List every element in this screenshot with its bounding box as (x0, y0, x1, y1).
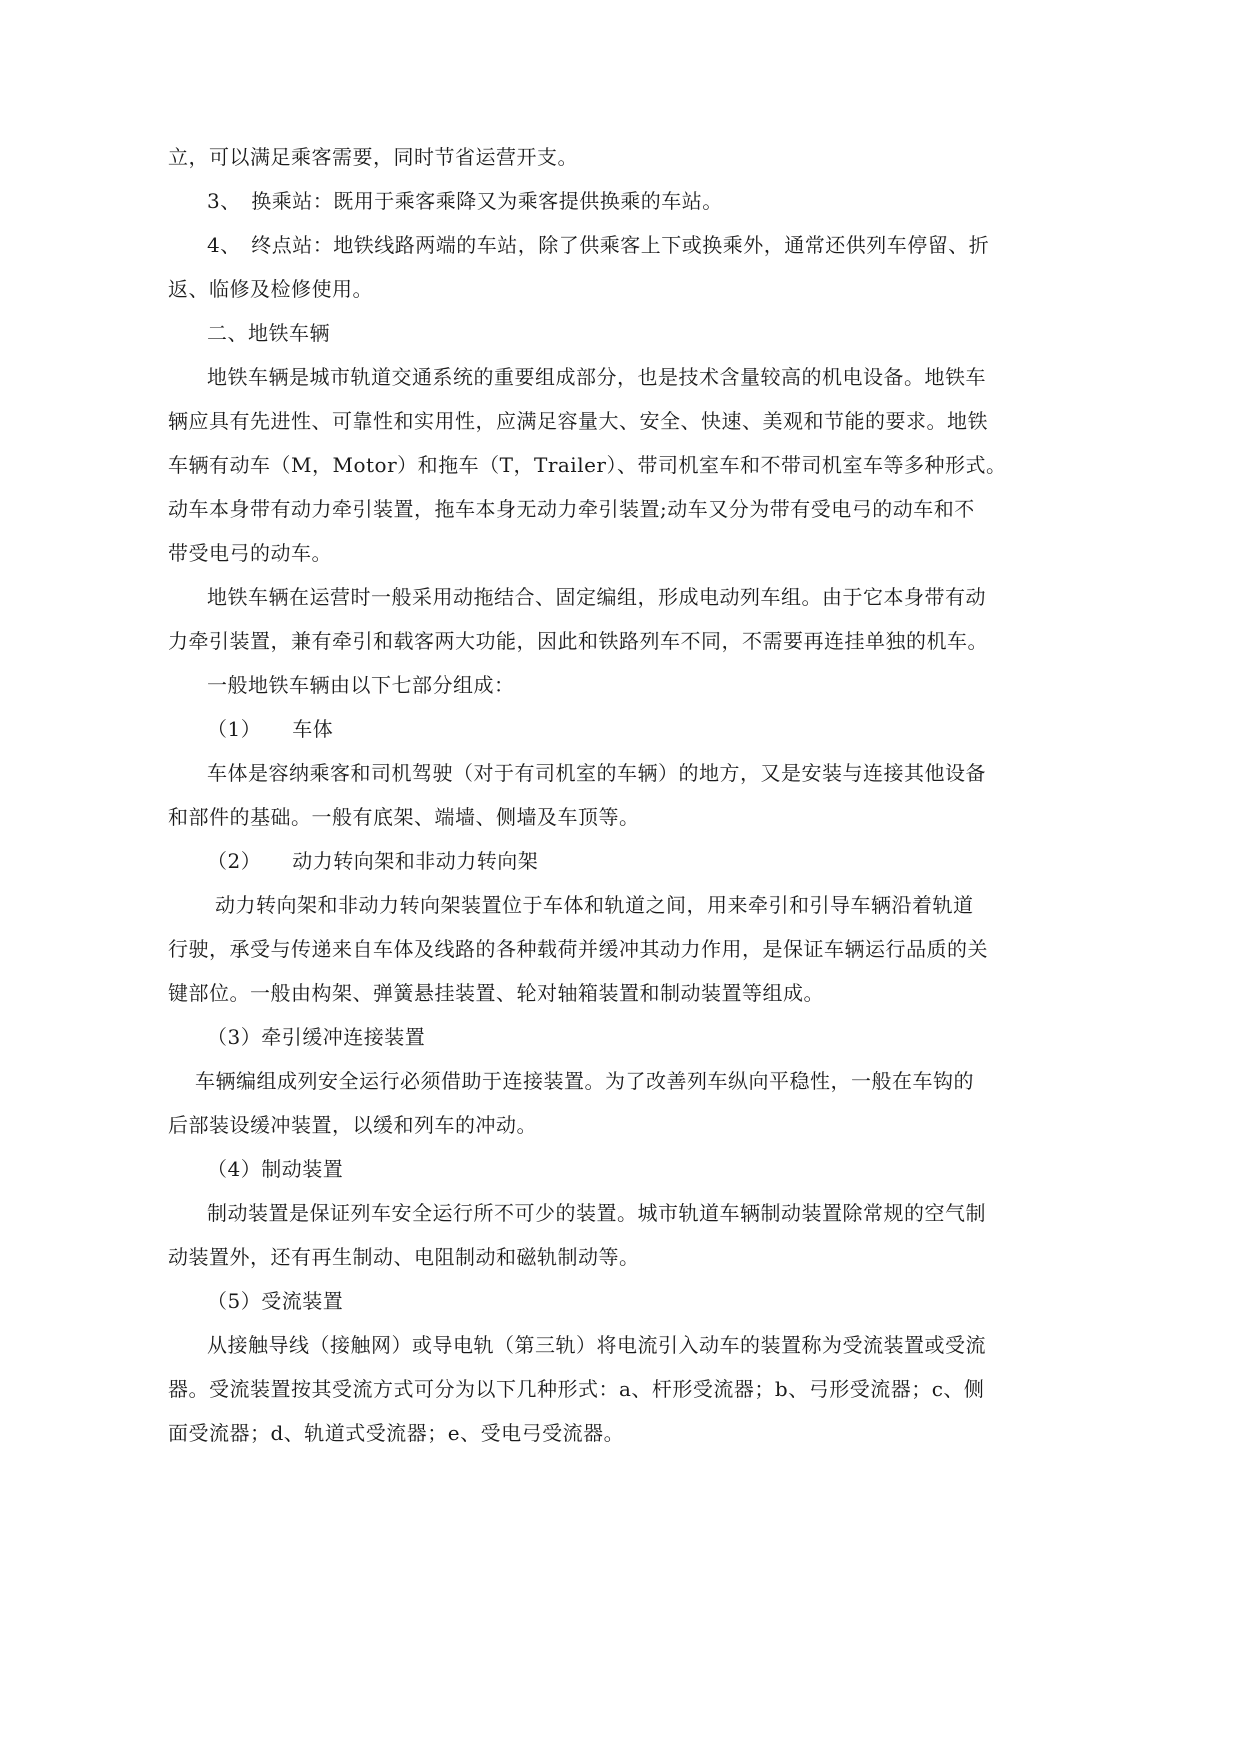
paragraph-line: 地铁车辆是城市轨道交通系统的重要组成部分，也是技术含量较高的机电设备。地铁车 (207, 365, 986, 389)
paragraph-line: 车辆有动车（M，Motor）和拖车（T，Trailer）、带司机室车和不带司机室车等多种形式。 (168, 453, 1007, 477)
paragraph-line: 行驶，承受与传递来自车体及线路的各种载荷并缓冲其动力作用，是保证车辆运行品质的关 (168, 937, 988, 961)
paragraph-line: 辆应具有先进性、可靠性和实用性，应满足容量大、安全、快速、美观和节能的要求。地铁 (168, 409, 988, 433)
paragraph-line: 和部件的基础。一般有底架、端墙、侧墙及车顶等。 (168, 805, 640, 829)
subheading-coupler: （3）牵引缓冲连接装置 (207, 1025, 426, 1049)
paragraph-line: 面受流器；d、轨道式受流器；e、受电弓受流器。 (168, 1421, 625, 1445)
paragraph-line: 车辆编组成列安全运行必须借助于连接装置。为了改善列车纵向平稳性，一般在车钩的 (195, 1069, 974, 1093)
subheading-current-collector: （5）受流装置 (207, 1289, 344, 1313)
paragraph-line: 地铁车辆在运营时一般采用动拖结合、固定编组，形成电动列车组。由于它本身带有动 (207, 585, 986, 609)
list-item-terminal-station: 4、 终点站：地铁线路两端的车站，除了供乘客上下或换乘外，通常还供列车停留、折 (207, 233, 990, 257)
paragraph-line: 制动装置是保证列车安全运行所不可少的装置。城市轨道车辆制动装置除常规的空气制 (207, 1201, 986, 1225)
paragraph-line: 一般地铁车辆由以下七部分组成： (207, 673, 515, 697)
paragraph-line: 器。受流装置按其受流方式可分为以下几种形式：a、杆形受流器；b、弓形受流器；c、侧 (168, 1377, 985, 1401)
paragraph-line: 动力转向架和非动力转向架装置位于车体和轨道之间，用来牵引和引导车辆沿着轨道 (215, 893, 974, 917)
subheading-brakes: （4）制动装置 (207, 1157, 344, 1181)
paragraph-line: 动车本身带有动力牵引装置，拖车本身无动力牵引装置;动车又分为带有受电弓的动车和不 (168, 497, 975, 521)
list-item-transfer-station: 3、 换乘站：既用于乘客乘降又为乘客提供换乘的车站。 (207, 189, 723, 213)
subheading-bogies: （2） 动力转向架和非动力转向架 (207, 849, 539, 873)
paragraph-line: 力牵引装置，兼有牵引和载客两大功能，因此和铁路列车不同，不需要再连挂单独的机车。 (168, 629, 988, 653)
text-line: 返、临修及检修使用。 (168, 277, 373, 301)
paragraph-line: 从接触导线（接触网）或导电轨（第三轨）将电流引入动车的装置称为受流装置或受流 (207, 1333, 986, 1357)
paragraph-line: 后部装设缓冲装置，以缓和列车的冲动。 (168, 1113, 537, 1137)
section-heading-metro-vehicles: 二、地铁车辆 (207, 321, 330, 345)
paragraph-line: 车体是容纳乘客和司机驾驶（对于有司机室的车辆）的地方，又是安装与连接其他设备 (207, 761, 986, 785)
paragraph-line: 键部位。一般由构架、弹簧悬挂装置、轮对轴箱装置和制动装置等组成。 (168, 981, 824, 1005)
paragraph-line: 带受电弓的动车。 (168, 541, 332, 565)
paragraph-line: 动装置外，还有再生制动、电阻制动和磁轨制动等。 (168, 1245, 640, 1269)
text-line: 立，可以满足乘客需要，同时节省运营开支。 (168, 145, 578, 169)
subheading-car-body: （1） 车体 (207, 717, 334, 741)
